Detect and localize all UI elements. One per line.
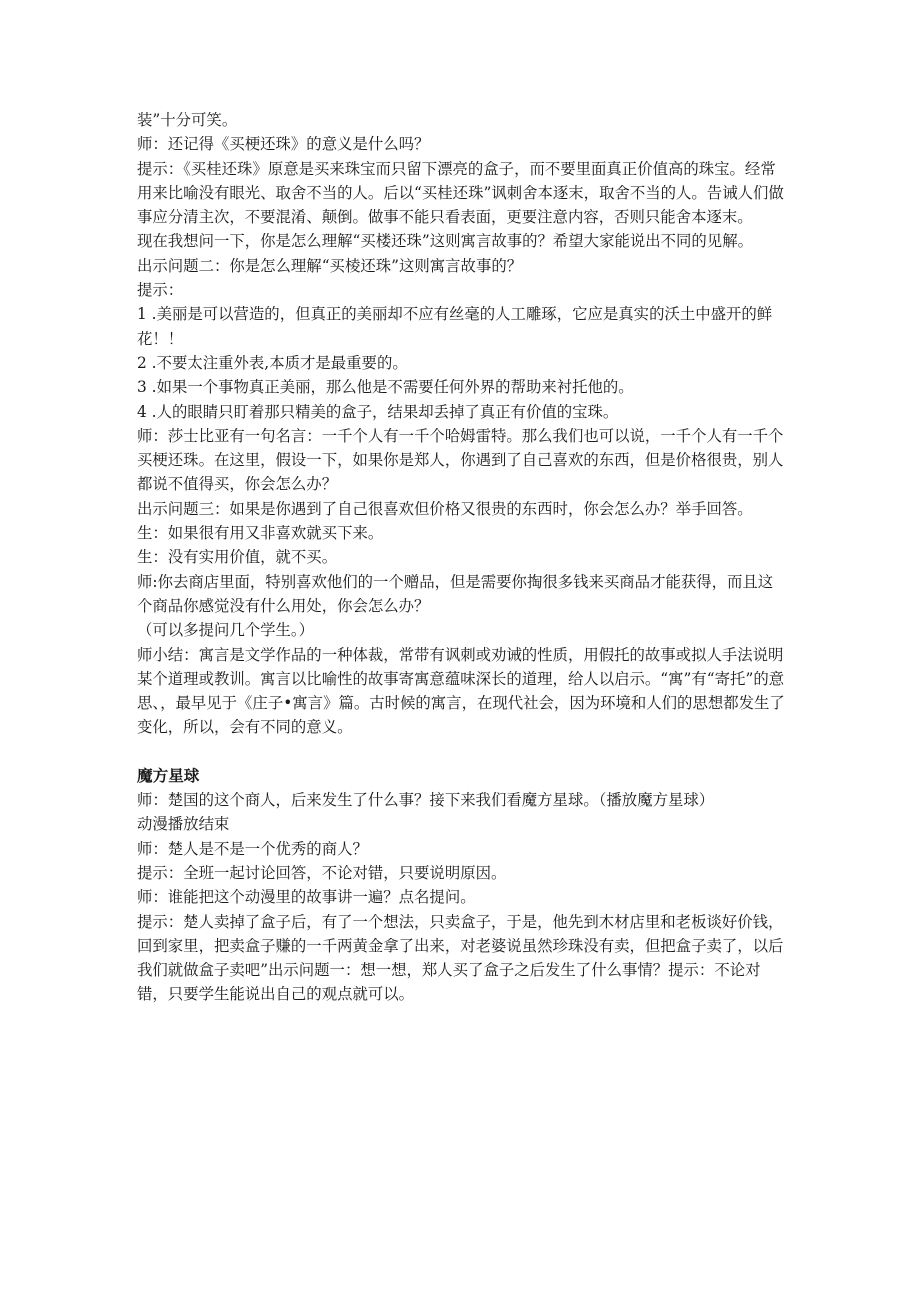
paragraph: 生：没有实用价值，就不买。	[137, 548, 338, 567]
paragraph: 现在我想问一下，你是怎么理解“买楼还珠”这则寓言故事的？希望大家能说出不同的见解。	[137, 232, 753, 251]
paragraph: 出示问题三：如果是你遇到了自己很喜欢但价格又很贵的东西时，你会怎么办？举手回答。	[137, 499, 753, 518]
paragraph: 装”十分可笑。	[137, 111, 238, 129]
paragraph: 师：楚人是不是一个优秀的商人？	[137, 839, 368, 858]
list-item: 2 .不要太注重外表,本质才是最重要的。	[137, 353, 408, 372]
section-spacer	[137, 740, 787, 764]
paragraph: 师：莎士比亚有一句名言：一千个人有一千个哈姆雷特。那么我们也可以说，一千个人有一千个买梗还珠。在这里，假设一下，如果你是郑人，你遇到了自己喜欢的东西，但是价格很贵，别人都说不值得买，你会怎么办？	[137, 426, 784, 494]
paragraph: 提示：	[137, 281, 184, 300]
list-item: 1 .美丽是可以营造的，但真正的美丽却不应有丝毫的人工雕琢，它应是真实的沃土中盛开的鲜花！！	[137, 305, 773, 348]
paragraph: 师：谁能把这个动漫里的故事讲一遍？点名提问。	[137, 888, 476, 907]
paragraph: 提示：楚人卖掉了盒子后，有了一个想法，只卖盒子，于是，他先到木材店里和老板谈好价钱，回到家里，把卖盒子赚的一千两黄金拿了出来，对老婆说虽然珍珠没有卖，但把盒子卖了，以后我们就做盒子卖吧”出示问题一：想一想，郑人买了盒子之后发生了什么事情？提示：不论对错，只要学生能说出自己的观点就可以。	[137, 912, 784, 1004]
paragraph: 师:你去商店里面，特别喜欢他们的一个赠品，但是需要你掏很多钱来买商品才能获得，而且这个商品你感觉没有什么用处，你会怎么办？	[137, 572, 774, 615]
paragraph: 师：楚国的这个商人，后来发生了什么事？接下来我们看魔方星球。（播放魔方星球）	[137, 791, 715, 810]
section-heading: 魔方星球	[137, 766, 200, 785]
paragraph: 生：如果很有用又非喜欢就买下来。	[137, 524, 384, 543]
document-page	[137, 108, 787, 1007]
paragraph: 出示问题二：你是怎么理解“买棱还珠”这则寓言故事的？	[137, 256, 523, 275]
paragraph: 提示：《买桂还珠》原意是买来珠宝而只留下漂亮的盒子，而不要里面真正价值高的珠宝。经常用来比喻没有眼光、取舍不当的人。后以“买桂还珠”讽刺舍本逐末，取舍不当的人。告诫人们做事应分清主次，不要混淆、颠倒。做事不能只看表面，更要注意内容，否则只能舍本逐末。	[137, 159, 784, 227]
paragraph: 提示：全班一起讨论回答，不论对错，只要说明原因。	[137, 863, 507, 882]
list-item: 4 .人的眼睛只盯着那只精美的盒子，结果却丢掉了真正有价值的宝珠。	[137, 402, 619, 421]
paragraph: （可以多提问几个学生。）	[137, 621, 314, 640]
list-item: 3 .如果一个事物真正美丽，那么他是不需要任何外界的帮助来衬托他的。	[137, 378, 634, 397]
paragraph: 动漫播放结束	[137, 815, 230, 834]
paragraph: 师小结：寓言是文学作品的一种体裁，常带有讽刺或劝诫的性质，用假托的故事或拟人手法说明某个道理或教训。寓言以比喻性的故事寄寓意蕴味深长的道理，给人以启示。“寓”有“寄托”的意思、，最早见于《庄子•寓言》篇。古时候的寓言，在现代社会，因为环境和人们的思想都发生了变化，所以，会有不同的意义。	[137, 645, 785, 737]
paragraph: 师：还记得《买梗还珠》的意义是什么吗？	[137, 135, 430, 154]
